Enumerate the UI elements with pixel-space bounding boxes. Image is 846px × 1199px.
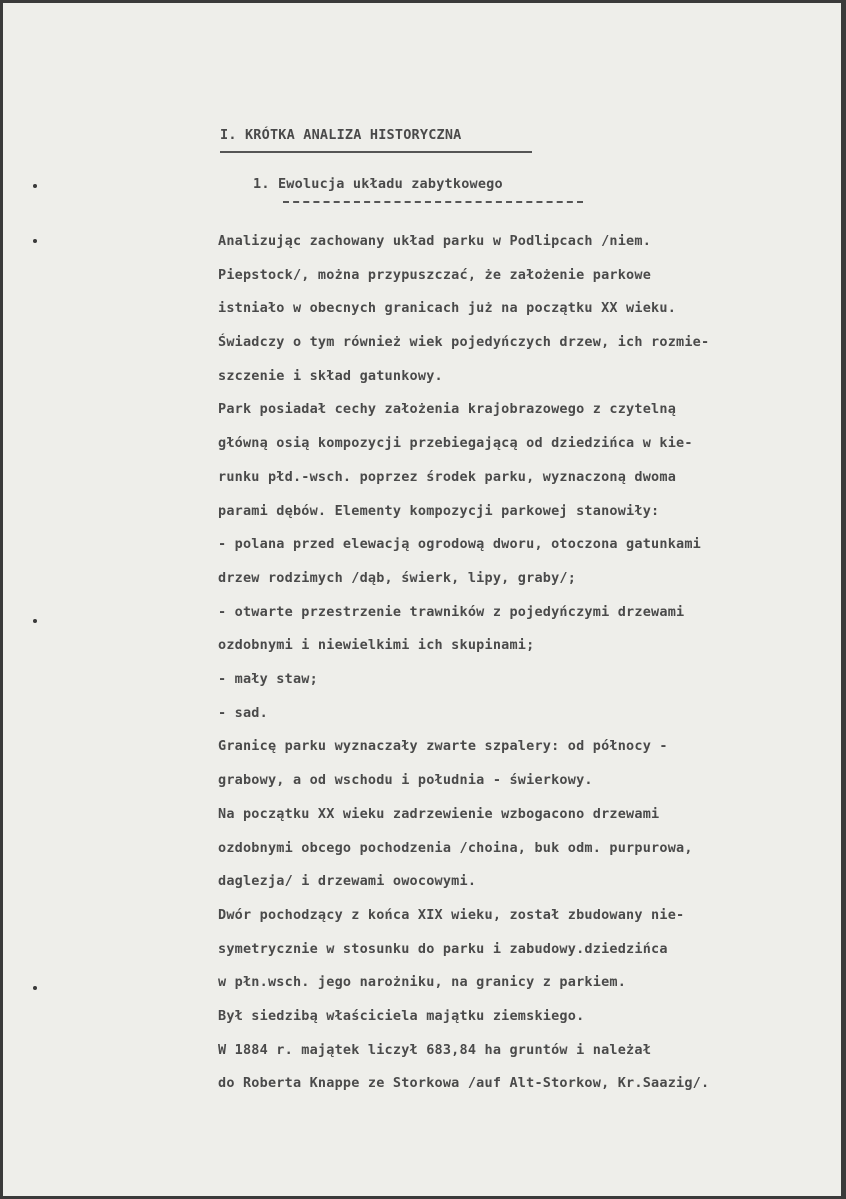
text-line: W 1884 r. majątek liczył 683,84 ha gruntów i należał bbox=[218, 1042, 652, 1058]
text-line: Na początku XX wieku zadrzewienie wzbogacono drzewami bbox=[218, 806, 660, 822]
text-line: Dwór pochodzący z końca XIX wieku, został zbudowany nie- bbox=[218, 907, 685, 923]
text-line: ozdobnymi i niewielkimi ich skupinami; bbox=[218, 637, 535, 653]
heading-underline bbox=[220, 151, 532, 153]
section-heading: I. KRÓTKA ANALIZA HISTORYCZNA bbox=[220, 127, 462, 143]
text-line: - mały staw; bbox=[218, 671, 318, 687]
subheading-underline bbox=[283, 201, 583, 203]
text-line: Piepstock/, można przypuszczać, że założenie parkowe bbox=[218, 267, 652, 283]
text-line: - otwarte przestrzenie trawników z pojedyńczymi drzewami bbox=[218, 604, 685, 620]
punch-hole bbox=[33, 986, 37, 990]
text-line: szczenie i skład gatunkowy. bbox=[218, 368, 443, 384]
punch-hole bbox=[33, 184, 37, 188]
document-page bbox=[3, 3, 841, 1196]
punch-hole bbox=[33, 239, 37, 243]
text-line: Park posiadał cechy założenia krajobrazowego z czytelną bbox=[218, 401, 677, 417]
text-line: parami dębów. Elementy kompozycji parkowej stanowiły: bbox=[218, 503, 660, 519]
text-line: istniało w obecnych granicach już na początku XX wieku. bbox=[218, 300, 677, 316]
text-line: daglezja/ i drzewami owocowymi. bbox=[218, 873, 477, 889]
text-line: Świadczy o tym również wiek pojedyńczych drzew, ich rozmie- bbox=[218, 334, 710, 350]
text-line: do Roberta Knappe ze Storkowa /auf Alt-Storkow, Kr.Saazig/. bbox=[218, 1075, 710, 1091]
subsection-heading: 1. Ewolucja układu zabytkowego bbox=[253, 176, 503, 192]
text-line: grabowy, a od wschodu i południa - świerkowy. bbox=[218, 772, 593, 788]
text-line: Był siedzibą właściciela majątku ziemskiego. bbox=[218, 1008, 585, 1024]
text-line: symetrycznie w stosunku do parku i zabudowy.dziedzińca bbox=[218, 941, 668, 957]
text-line: główną osią kompozycji przebiegającą od dziedzińca w kie- bbox=[218, 435, 693, 451]
text-line: drzew rodzimych /dąb, świerk, lipy, graby/; bbox=[218, 570, 577, 586]
text-line: w płn.wsch. jego narożniku, na granicy z parkiem. bbox=[218, 974, 627, 990]
text-line: runku płd.-wsch. poprzez środek parku, wyznaczoną dwoma bbox=[218, 469, 677, 485]
punch-hole bbox=[33, 619, 37, 623]
text-line: Granicę parku wyznaczały zwarte szpalery: od północy - bbox=[218, 738, 668, 754]
text-line: - sad. bbox=[218, 705, 268, 721]
text-line: - polana przed elewacją ogrodową dworu, otoczona gatunkami bbox=[218, 536, 702, 552]
text-line: Analizując zachowany układ parku w Podlipcach /niem. bbox=[218, 233, 652, 249]
text-line: ozdobnymi obcego pochodzenia /choina, buk odm. purpurowa, bbox=[218, 840, 693, 856]
